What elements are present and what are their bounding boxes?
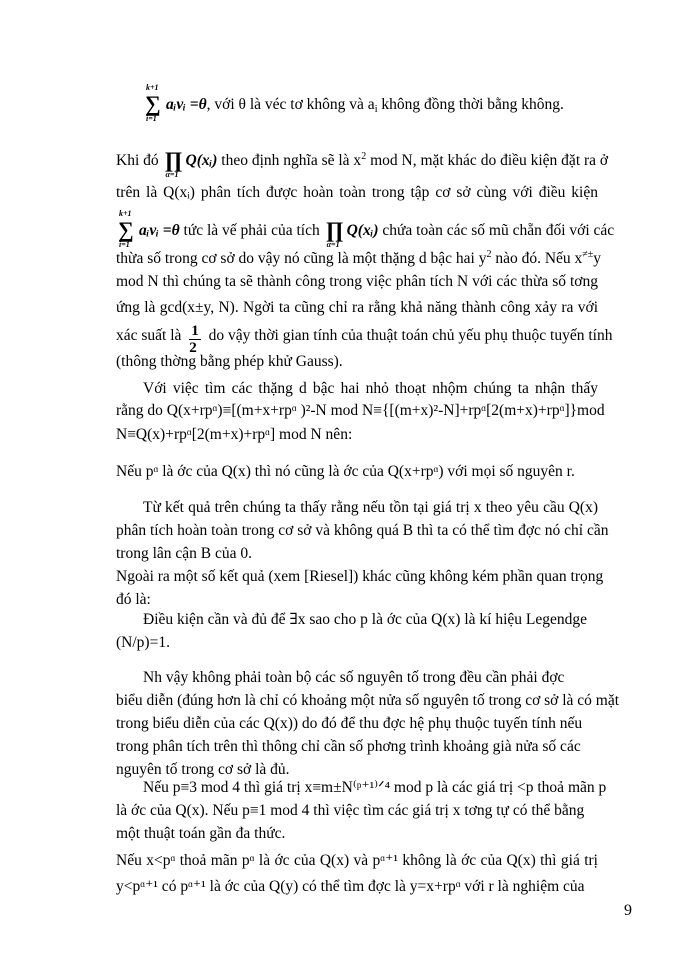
paragraph-line: (N/p)=1. [116,634,170,651]
product-lower-limit: α=1 [326,240,340,249]
formula-line-1 [143,83,564,123]
paragraph-line: trong biểu diễn của các Q(x)) do đó để thu đợc hệ phụ thuộc tuyến tính nếu [116,715,583,732]
superscript: 2 [486,249,492,260]
paragraph-line: (thông thờng bằng phép khử Gauss). [116,353,343,370]
paragraph-line: Từ kết quả trên chúng ta thấy rằng nếu tồn tại giá trị x theo yêu cầu Q(x) [143,499,598,516]
paragraph-line: là ớc của Q(x). Nếu p≡1 mod 4 thì việc tìm các giá trị x tơng tự có thể bằng [116,802,585,819]
text: không đồng thời bằng không. [377,96,564,113]
denominator: 2 [189,340,197,356]
paragraph-line: y<pᵅ⁺¹ có pᵅ⁺¹ là ớc của Q(y) có thể tìm đợc là y=x+rpᵅ với r là nghiệm của [116,878,585,895]
paragraph-line [116,209,615,249]
paragraph-line: rằng do Q(x+rpᵅ)≡[(m+x+rpᵅ )²-N mod N≡{[(m+x)²-N]+rpᵅ[2(m+x)+rpᵅ]}mod [116,402,605,419]
pi-glyph: ∏ [325,217,344,242]
sum-body: aᵢvᵢ =θ [166,96,207,113]
sum-upper-limit: k+1 [146,83,159,92]
product-body: Q(xᵢ) [185,152,218,169]
sigma-glyph: ∑ [145,91,161,116]
page-number: 9 [624,902,632,919]
text: mod N, mặt khác do điều kiện đặt ra ở [366,152,609,169]
paragraph-line [116,146,609,179]
sum-upper-limit: k+1 [119,209,132,218]
product-symbol [324,216,346,249]
numerator: 1 [191,323,199,339]
product-body: Q(xᵢ) [346,222,379,239]
product-symbol [163,146,185,179]
paragraph-line: biểu diễn (đúng hơn là chỉ có khoảng một nửa số nguyên tố trong cơ sở là có mặt [116,692,620,709]
paragraph-line: Điều kiện cần và đủ để ∃x sao cho p là ớc của Q(x) là kí hiệu Legendge [143,611,587,628]
text: chứa toàn các số mũ chẵn đối với các [378,222,615,239]
text: , với [206,96,239,113]
paragraph-line: đó là: [116,591,151,608]
sum-lower-limit: i=1 [119,240,130,249]
superscript: 2 [361,151,367,162]
text: xác suất là [116,327,186,344]
paragraph-line: mod N thì chúng ta sẽ thành công trong việc phân tích N với các thừa số tơng [116,273,598,290]
sum-symbol [116,209,138,249]
paragraph-line: trong phân tích trên thì thông chỉ cần số phơng trình khoảng già nửa số các [116,738,581,755]
subscript: i [374,104,378,115]
paragraph-line: Nếu p≡3 mod 4 thì giá trị x≡m±N⁽ᵖ⁺¹⁾ᐟ⁴ mod p là các giá trị <p thoả mãn p [143,779,607,796]
product-lower-limit: α=1 [165,170,179,179]
paragraph-line: N≡Q(x)+rpᵅ[2(m+x)+rpᵅ] mod N nên: [116,426,353,443]
paragraph-line: trên là Q(xᵢ) phân tích được hoàn toàn trong tập cơ sở cùng với điều kiện [116,184,598,201]
paragraph-line: Với việc tìm các thặng d bậc hai nhỏ thoạt nhộm chúng ta nhận thấy [143,380,598,397]
text: do vậy thời gian tính của thuật toán chủ yếu phụ thuộc tuyến tính [204,327,613,344]
text: theo định nghĩa sẽ là x [217,152,362,169]
text: thừa số trong cơ sở do vậy nó cũng là một thặng d bậc hai y [116,250,487,267]
paragraph-line: phân tích hoàn toàn trong cơ sở và không quá B thì ta có thể tìm đợc nó chỉ cần [116,522,609,539]
pi-glyph: ∏ [164,147,183,172]
sum-symbol [143,83,165,123]
sum-lower-limit: i=1 [146,114,157,123]
text: tức là vế phải của tích [179,222,324,239]
text: Khi đó [116,152,163,169]
theta-symbol: θ [238,96,246,113]
paragraph-line: Nếu x<pᵅ thoả mãn pᵅ là ớc của Q(x) và pᵅ⁺¹ không là ớc của Q(x) thì giá trị [116,852,598,869]
paragraph-line [116,249,602,269]
sum-body: aᵢvᵢ =θ [139,222,180,239]
paragraph-line: nguyên tố trong cơ sở là đủ. [116,761,290,778]
sigma-glyph: ∑ [118,217,134,242]
text: là véc tơ không và a [245,96,375,113]
paragraph-line: Nh vậy không phải toàn bộ các số nguyên tố trong đều cần phải đợc [143,669,565,686]
paragraph-line: ứng là gcd(x±y, N). Ngời ta cũng chỉ ra rằng khả năng thành công xảy ra với [116,299,598,316]
paragraph-line: Nếu pᵅ là ớc của Q(x) thì nó cũng là ớc của Q(x+rpᵅ) với mọi số nguyên r. [116,463,575,480]
paragraph-line: Ngoài ra một số kết quả (xem [Riesel]) khác cũng không kém phần quan trọng [116,568,604,585]
text: nào đó. Nếu x [491,250,583,267]
text: y [593,250,602,267]
paragraph-line: một thuật toán gần đa thức. [116,825,286,842]
superscript: ≠± [582,249,594,260]
paragraph-line: trong lân cận B của 0. [116,545,253,562]
